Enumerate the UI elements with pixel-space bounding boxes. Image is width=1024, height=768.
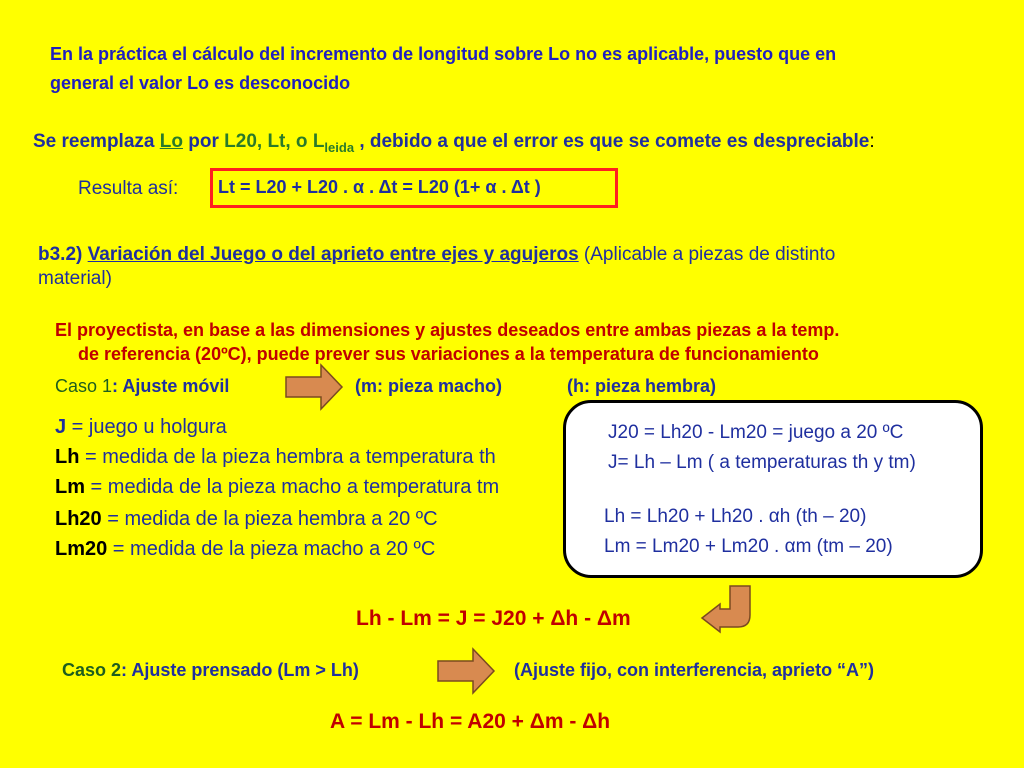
definition-text: = juego u holgura [66,416,227,438]
box-line-1: J20 = Lh20 - Lm20 = juego a 20 ºC [608,422,904,443]
definition-text: = medida de la pieza macho a 20 ºC [107,538,436,560]
caso1-heading [55,376,229,397]
replace-options: L20, Lt, o L [224,131,325,152]
designer-line-1: El proyectista, en base a las dimensiones y ajustes deseados entre ambas piezas a la temp. [55,320,840,340]
caso1-label: Caso 1 [55,376,113,396]
equation-2: A = Lm - Lh = A20 + Δm - Δh [330,710,611,733]
definition-symbol: Lm [55,476,85,498]
result-label: Resulta así: [78,178,179,199]
caso2-desc: (Ajuste fijo, con interferencia, aprieto “A”) [514,660,875,680]
replace-por: por [182,131,225,152]
box-line-4: Lm = Lm20 + Lm20 . αm (tm – 20) [604,536,893,557]
section-heading [38,244,835,266]
section-note-2: material) [38,268,112,289]
definition-item [55,446,496,469]
definition-symbol: Lh [55,446,80,468]
replace-colon: : [869,131,875,152]
definition-text: = medida de la pieza macho a temperatura tm [85,476,500,498]
caso2-label: Caso 2 [62,660,122,680]
caso2-title: : Ajuste prensado (Lm > Lh) [121,660,359,680]
replace-prefix: Se reemplaza [33,131,160,152]
definition-item [55,508,438,531]
caso2-heading [62,660,359,681]
equation-1: Lh - Lm = J = J20 + Δh - Δm [356,607,631,630]
definition-item [55,476,499,499]
caso1-arrow-icon [285,364,343,410]
section-title: Variación del Juego o del aprieto entre ejes y agujeros [87,244,579,265]
section-id: b3.2) [38,244,83,265]
curved-arrow-icon [700,585,755,633]
intro-line-1: En la práctica el cálculo del incremento de longitud sobre Lo no es aplicable, puesto que en [50,44,837,64]
caso2-arrow-icon [437,648,495,694]
definition-symbol: Lh20 [55,508,102,530]
definition-item [55,538,435,561]
designer-line-2: de referencia (20ºC), puede prever sus variaciones a la temperatura de funcionamiento [78,344,819,364]
definition-symbol: J [55,416,67,438]
definition-item [55,416,227,439]
replace-lo: Lo [159,131,183,152]
caso1-h: (h: pieza hembra) [567,376,717,396]
caso1-title: : Ajuste móvil [112,376,230,396]
replace-sub: leida [324,139,355,155]
box-line-3: Lh = Lh20 + Lh20 . αh (th – 20) [604,506,867,527]
result-formula: Lt = L20 + L20 . α . Δt = L20 (1+ α . Δt ) [218,177,541,197]
caso1-m: (m: pieza macho) [355,376,503,396]
definition-text: = medida de la pieza hembra a 20 ºC [101,508,438,530]
section-note: (Aplicable a piezas de distinto [578,244,836,265]
definition-symbol: Lm20 [55,538,108,560]
replace-suffix: , debido a que el error es que se comete es despreciable [354,131,870,152]
box-line-2: J= Lh – Lm ( a temperaturas th y tm) [608,452,916,473]
definition-text: = medida de la pieza hembra a temperatura th [79,446,496,468]
replace-statement [33,131,875,155]
intro-line-2: general el valor Lo es desconocido [50,73,351,93]
